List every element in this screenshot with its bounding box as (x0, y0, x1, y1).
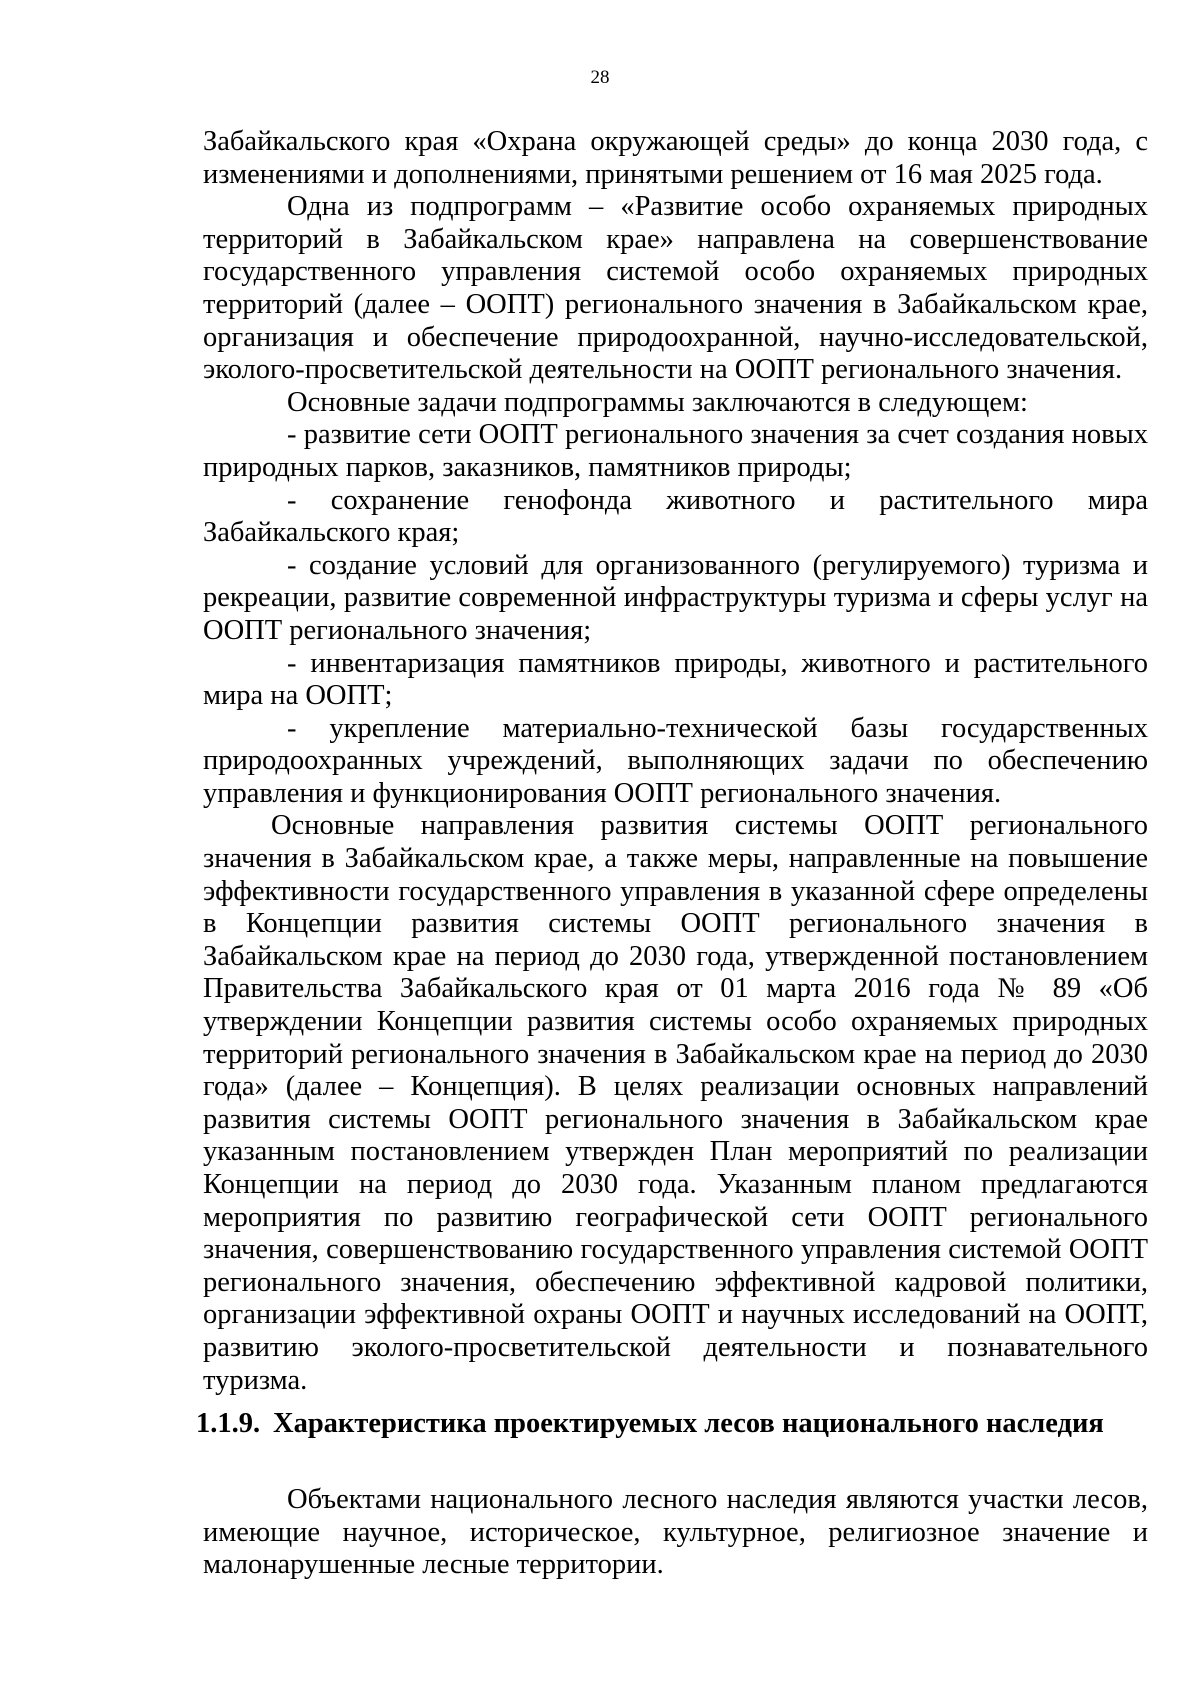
page-number: 28 (590, 67, 610, 88)
paragraph-tasks-intro: Основные задачи подпрограммы заключаются в следующем: (287, 386, 1028, 418)
section-title: Характеристика проектируемых лесов национального наследия (273, 1408, 1104, 1439)
section-body (203, 1484, 1148, 1582)
document-body (203, 126, 1148, 1397)
paragraph-forest-heritage: Объектами национального лесного наследия являются участки лесов, имеющие научное, историческое, культурное, религиозное значение и малонарушенные лесные территории. (203, 1484, 1148, 1581)
paragraph-subprogram: Одна из подпрограмм – «Развитие особо охраняемых природных территорий в Забайкальском крае» направлена на совершенствование государственного управления системой особо охраняемых природных территорий (далее – ООПТ) регионального значения в Забайкальском крае, организация и обеспечение природоохранной, научно-исследовательской, эколого-просветительской деятельности на ООПТ регионального значения. (203, 191, 1148, 386)
paragraph-continuation: Забайкальского края «Охрана окружающей среды» до конца 2030 года, с изменениями и дополнениями, принятыми решением от 16 мая 2025 года. (203, 126, 1148, 190)
section-number: 1.1.9. (196, 1408, 261, 1439)
list-item-task: - сохранение генофонда животного и растительного мира Забайкальского края; (203, 484, 1148, 549)
list-item-task: - инвентаризация памятников природы, животного и растительного мира на ООПТ; (203, 647, 1148, 712)
list-item-task: - развитие сети ООПТ регионального значения за счет создания новых природных парков, заказников, памятников природы; (203, 419, 1148, 483)
list-item-task: - создание условий для организованного (регулируемого) туризма и рекреации, развитие современной инфраструктуры туризма и сферы услуг на ООПТ регионального значения; (203, 549, 1148, 646)
paragraph-concept: Основные направления развития системы ООПТ регионального значения в Забайкальском крае, а также меры, направленные на повышение эффективности государственного управления в указанной сфере определены в Концепции развития системы ООПТ регионального значения в Забайкальском крае на период до 2030 года, утвержденной постановлением Правительства Забайкальского края от 01 марта 2016 года № 89 «Об утверждении Концепции развития системы особо охраняемых природных территорий регионального значения в Забайкальском крае на период до 2030 года» (далее – Концепция). В целях реализации основных направлений развития системы ООПТ регионального значения в Забайкальском крае указанным постановлением утвержден План мероприятий по реализации Концепции на период до 2030 года. Указанным планом предлагаются мероприятия по развитию географической сети ООПТ регионального значения, совершенствованию государственного управления системой ООПТ регионального значения, обеспечению эффективной кадровой политики, организации эффективной охраны ООПТ и научных исследований на ООПТ, развитию эколого-просветительской деятельности и познавательного туризма. (203, 810, 1148, 1396)
section-heading (196, 1407, 1156, 1441)
list-item-task: - укрепление материально-технической базы государственных природоохранных учреждений, выполняющих задачи по обеспечению управления и функционирования ООПТ регионального значения. (203, 712, 1148, 809)
